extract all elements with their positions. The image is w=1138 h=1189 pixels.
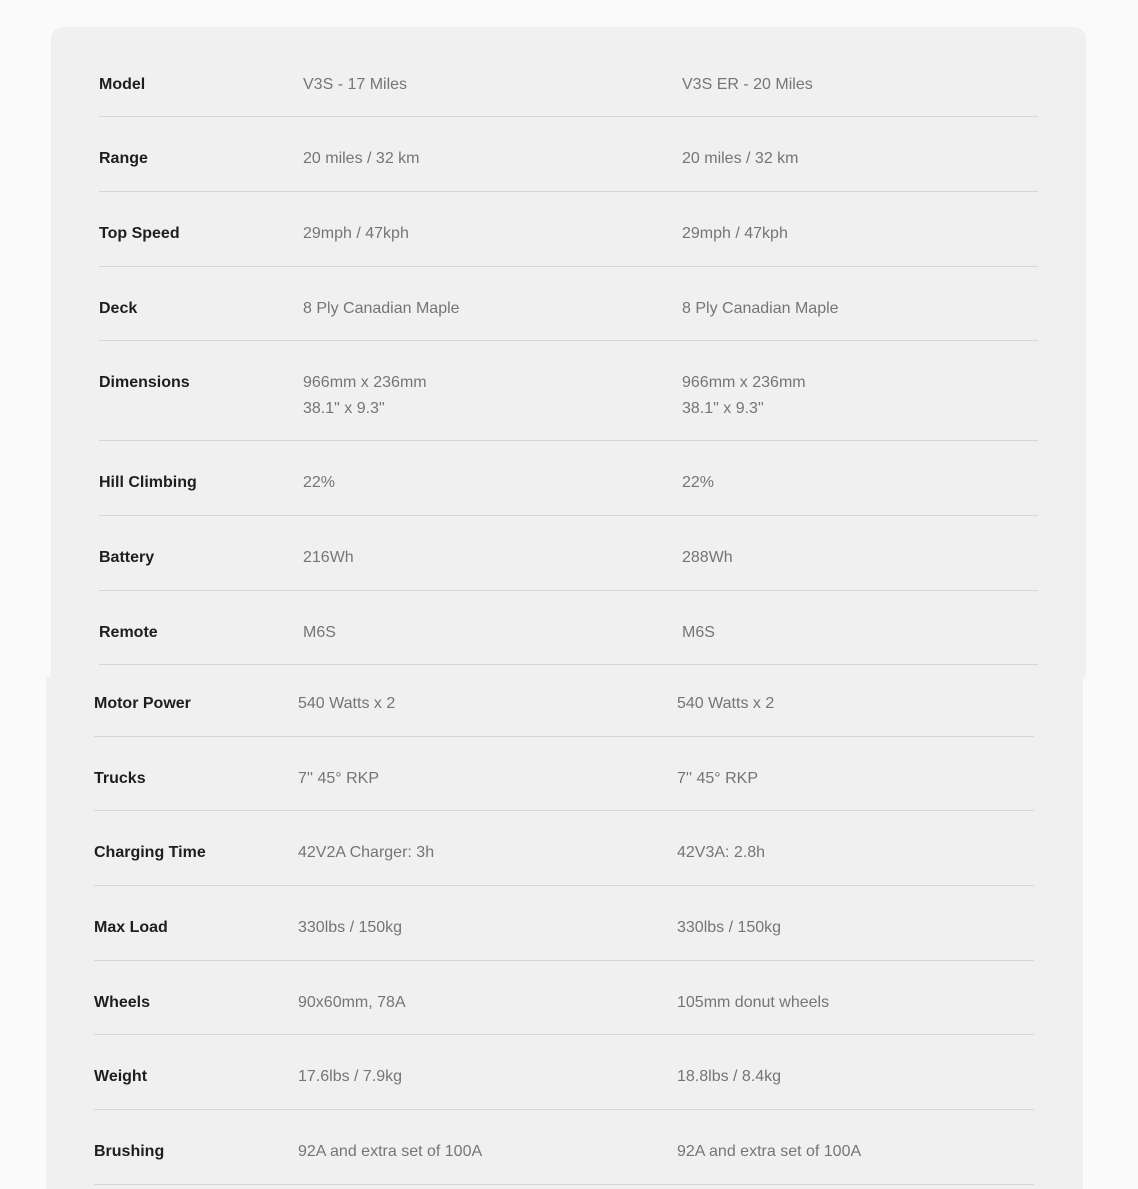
spec-value-line: 8 Ply Canadian Maple — [303, 300, 460, 317]
spec-value-v3s — [303, 296, 460, 322]
spec-value-line: 966mm x 236mm — [682, 374, 806, 391]
spec-label: Model — [99, 76, 146, 93]
spec-value-line: 22% — [303, 474, 336, 491]
spec-value-line: 540 Watts x 2 — [298, 695, 396, 712]
spec-value-line: 540 Watts x 2 — [677, 695, 775, 712]
spec-value-line: 18.8lbs / 8.4kg — [677, 1068, 782, 1085]
spec-row-max-load — [94, 886, 1034, 961]
spec-label: Top Speed — [99, 225, 180, 242]
spec-row-trucks — [94, 737, 1034, 811]
spec-value-v3s-er — [682, 370, 806, 422]
spec-value-v3s — [303, 221, 409, 247]
spec-row-motor-power — [94, 662, 1034, 737]
spec-row-model — [99, 43, 1038, 117]
spec-value-v3s-er — [682, 146, 798, 172]
spec-value-line: 42V2A Charger: 3h — [298, 844, 435, 861]
spec-value-line: 29mph / 47kph — [303, 225, 409, 242]
spec-value-line: 29mph / 47kph — [682, 225, 788, 242]
spec-value-v3s-er — [682, 545, 733, 571]
spec-value-v3s-er — [682, 221, 788, 247]
spec-label: Weight — [94, 1068, 148, 1085]
spec-row-hill-climbing — [99, 441, 1038, 516]
spec-row-deck — [99, 267, 1038, 341]
spec-value-v3s — [298, 1139, 482, 1165]
spec-value-line: 216Wh — [303, 549, 354, 566]
spec-value-line: 38.1" x 9.3" — [682, 400, 764, 417]
spec-row-range — [99, 117, 1038, 192]
spec-value-v3s-er — [682, 72, 813, 98]
spec-row-remote — [99, 591, 1038, 665]
spec-label: Trucks — [94, 770, 146, 787]
spec-value-v3s-er — [682, 470, 714, 496]
spec-value-v3s-er — [677, 990, 829, 1016]
spec-label: Brushing — [94, 1143, 165, 1160]
spec-value-v3s — [298, 990, 406, 1016]
spec-value-line: 8 Ply Canadian Maple — [682, 300, 839, 317]
spec-value-v3s-er — [682, 296, 839, 322]
spec-value-line: 42V3A: 2.8h — [677, 844, 766, 861]
spec-value-v3s-er — [677, 691, 774, 717]
spec-value-v3s-er — [677, 840, 765, 866]
spec-value-line: 17.6lbs / 7.9kg — [298, 1068, 403, 1085]
spec-value-v3s-er — [677, 766, 758, 792]
spec-value-v3s — [303, 545, 354, 571]
spec-value-v3s — [303, 370, 427, 422]
spec-row-dimensions — [99, 341, 1038, 441]
spec-value-line: 288Wh — [682, 549, 733, 566]
spec-value-line: 92A and extra set of 100A — [677, 1143, 862, 1160]
spec-value-v3s — [298, 766, 379, 792]
spec-value-v3s-er — [682, 620, 715, 646]
spec-value-line: M6S — [303, 624, 336, 641]
spec-value-line: 105mm donut wheels — [677, 994, 830, 1011]
spec-value-line: 38.1" x 9.3" — [303, 400, 385, 417]
spec-value-line: M6S — [682, 624, 715, 641]
spec-label: Motor Power — [94, 695, 191, 712]
spec-label: Charging Time — [94, 844, 206, 861]
spec-value-line: 7'' 45° RKP — [298, 770, 379, 787]
spec-value-v3s — [298, 840, 434, 866]
spec-value-line: 20 miles / 32 km — [303, 150, 420, 167]
spec-value-line: 7'' 45° RKP — [677, 770, 758, 787]
spec-label: Max Load — [94, 919, 168, 936]
spec-value-v3s-er — [677, 1064, 781, 1090]
spec-value-v3s — [303, 620, 336, 646]
spec-table-bottom — [94, 662, 1034, 1185]
spec-label: Hill Climbing — [99, 474, 197, 491]
spec-value-line: 330lbs / 150kg — [677, 919, 782, 936]
spec-label: Battery — [99, 549, 155, 566]
spec-label: Remote — [99, 624, 158, 641]
spec-value-v3s — [303, 72, 407, 98]
spec-value-line: 90x60mm, 78A — [298, 994, 406, 1011]
spec-row-top-speed — [99, 192, 1038, 267]
spec-value-line: 22% — [682, 474, 715, 491]
spec-row-weight — [94, 1035, 1034, 1110]
spec-value-line: 966mm x 236mm — [303, 374, 427, 391]
spec-value-line: 92A and extra set of 100A — [298, 1143, 483, 1160]
spec-value-v3s — [298, 1064, 402, 1090]
spec-label: Wheels — [94, 994, 151, 1011]
spec-label: Dimensions — [99, 374, 190, 391]
spec-label: Deck — [99, 300, 138, 317]
spec-value-v3s — [298, 915, 402, 941]
spec-value-v3s-er — [677, 915, 781, 941]
spec-value-v3s — [303, 146, 419, 172]
spec-value-line: 20 miles / 32 km — [682, 150, 799, 167]
spec-value-line: 330lbs / 150kg — [298, 919, 403, 936]
spec-row-charging-time — [94, 811, 1034, 886]
spec-value-line: V3S ER - 20 Miles — [682, 76, 813, 93]
spec-row-battery — [99, 516, 1038, 591]
spec-label: Range — [99, 150, 148, 167]
spec-value-v3s-er — [677, 1139, 861, 1165]
spec-row-brushing — [94, 1110, 1034, 1185]
spec-value-line: V3S - 17 Miles — [303, 76, 408, 93]
spec-table-top — [99, 43, 1038, 665]
spec-value-v3s — [298, 691, 395, 717]
spec-value-v3s — [303, 470, 335, 496]
spec-row-wheels — [94, 961, 1034, 1035]
